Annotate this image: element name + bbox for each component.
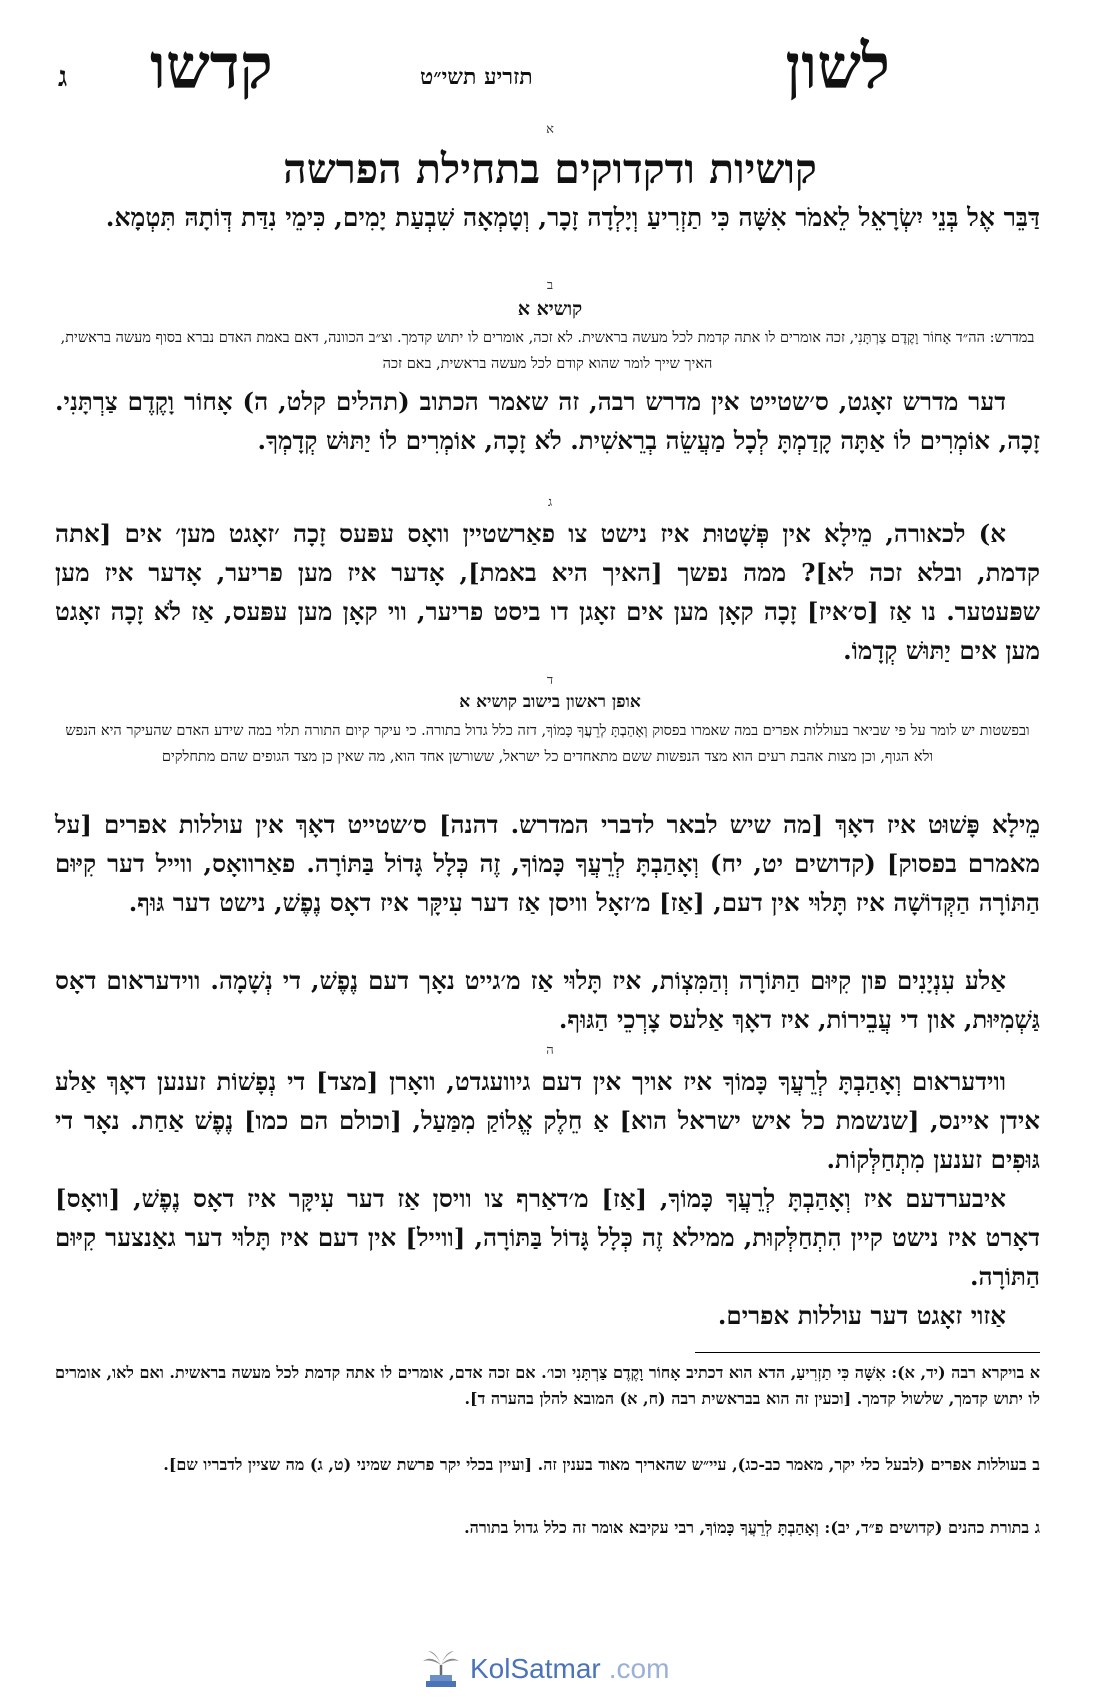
verse-text: דַּבֵּר אֶל בְּנֵי יִשְׂרָאֵל לֵאמֹר אִשָּׁה כִּי תַזְרִיעַ וְיָלְדָה זָכָר, וְטָמְאָה שִׁבְעַת יָמִים, כִּימֵי נִדַּת דְּוֹתָהּ תִּטְמָא. (105, 203, 1040, 232)
palm-tree-logo-icon (420, 1647, 462, 1691)
footnote: ג בתורת כהנים (קדושים פ״ד, יב): וְאָהַבְתָּ לְרֵעֲךָ כָּמוֹךָ, רבי עקיבא אומר זה כלל גדול בתורה. (464, 1518, 1040, 1537)
header-title-right: לשון (785, 30, 890, 103)
page-letter: ג (58, 60, 68, 93)
footnote-divider (695, 1352, 1040, 1353)
question-summary: במדרש: הה״ד אָחוֹר וָקֶדֶם צַרְתָּנִי, זכה אומרים לו אתה קדמת לכל מעשה בראשית. לא זכה, אומרים לו יתוש קדמך. וצ״ב הכוונה, דאם באמת האדם נברא בסוף מעשה בראשית, האיך שייך לומר שהוא קודם לכל מעשה בראשית, באם זכה (60, 330, 1035, 372)
main-heading: קושיות ודקדוקים בתחילת הפרשה (283, 145, 817, 193)
paragraph: אַלע עִנְיָנִים פון קִיּוּם הַתּוֹרָה וְהַמִּצְוֹת, איז תָּלוּי אַז מ׳גייט נאָך דעם נֶפֶשׁ, די נְשָׁמָה. ווידעראום דאָס גַּשְׁמִיּוּת, און די עֲבֵירוֹת, איז דאָךְ אַלעס צָרְכֵי הַגּוּף. (55, 966, 1040, 1034)
answer-summary: ובפשטות יש לומר על פי שביאר בעוללות אפרים במה שאמרו בפסוק וְאָהַבְתָּ לְרֵעֲךָ כָּמוֹךָ, דזה כלל גדול בתורה. כי עיקר קיום התורה תלוי במה שידע האדם שהעיקר היא הנפש ולא הגוף, וכן מצות אהבת רעים הוא מצד הנפשות ששם מתאחדים כל ישראל, ששורשן אחד הוא, מה שאין כן מצד הגופים שהם מתחלקים (65, 723, 1030, 765)
header-title-left: קדשו (150, 30, 273, 103)
paragraph: מֵילָא פָּשׁוּט איז דאָךְ [מה שיש לבאר לדברי המדרש. דהנה] ס׳שטייט דאָךְ אין עוללות אפרים [על מאמרם בפסוק] (קדושים יט, יח) וְאָהַבְתָּ לְרֵעֲךָ כָּמוֹךָ, זֶה כְּלָל גָּדוֹל בַּתּוֹרָה. פאַרוואָס, ווייל דער קִיּוּם הַתּוֹרָה הַקְּדוֹשָׁה איז תָּלוּי אין דעם, [אַז] מ׳זאָל וויסן אַז דער עִיקָּר איז דאָס נֶפֶשׁ, נישט דער גּוּף. (55, 810, 1040, 917)
section-marker: א (546, 122, 554, 137)
paragraph: דער מדרש זאָגט, ס׳שטייט אין מדרש רבה, זה שאמר הכתוב (תהלים קלט, ה) אָחוֹר וָקֶדֶם צַרְתָּנִי. זָכָה, אוֹמְרִים לוֹ אַתָּה קָדַמְתָּ לְכָל מַעֲשֵׂה בְרֵאשִׁית. לֹא זָכָה, אוֹמְרִים לוֹ יַתּוּשׁ קְדָמְךָ. (55, 387, 1040, 455)
paragraph: איבערדעם איז וְאָהַבְתָּ לְרֵעֲךָ כָּמוֹךָ, [אַז] מ׳דאַרף צו וויסן אַז דער עִיקָּר איז דאָס נֶפֶשׁ, [וואָס] דאָרט איז נישט קיין הִתְחַלְּקוּת, ממילא זֶה כְּלָל גָּדוֹל בַּתּוֹרָה, [ווייל] אין דעם איז תָּלוּי דער גאַנצער קִיּוּם הַתּוֹרָה. (55, 1184, 1040, 1291)
watermark (420, 1645, 669, 1693)
watermark-name: KolSatmar (470, 1653, 601, 1684)
answer-heading: אופן ראשון בישוב קושיא א (459, 692, 641, 712)
section-marker: ד (546, 673, 554, 688)
header-parsha: תזריע תשי״ט (420, 64, 533, 90)
paragraph: א) לכאורה, מֵילָא אין פְּשָׁטוּת איז נישט צו פאַרשטיין וואָס עפּעס זָכָה ׳זאָגט מען׳ אים [אתה קדמת, ובלא זכה לא]? ממה נפשך [האיך היא באמת], אָדער איז מען פריער, אָדער איז מען שפּעטער. נו אַז [ס׳איז] זָכָה קאָן מען אים זאָגן דו ביסט פריער, ווי קאָן מען עפּעס, אַז לֹא זָכָה זאָגט מען אים יַתּוּשׁ קְדָמוֹ. (55, 519, 1040, 665)
section-marker: ג (547, 495, 553, 510)
paragraph: ווידעראום וְאָהַבְתָּ לְרֵעֲךָ כָּמוֹךָ איז אויך אין דעם גיוועגדט, וואָרן [מצד] די נְפָשׁוֹת זענען דאָךְ אַלע אידן איינס, [שנשמת כל איש ישראל הוא] אַ חֵלֶק אֱלוֹקַ מִמַּעַל, [וכולם הם כמו] נֶפֶשׁ אַחַת. נאָר די גּוּפִים זענען מִתְחַלְּקוֹת. (55, 1067, 1040, 1174)
watermark-suffix: .com (608, 1653, 670, 1684)
footnote: א בויקרא רבה (יד, א): אִשָּׁה כִּי תַזְרִיעַ, הדא הוא דכתיב אָחוֹר וָקֶדֶם צַרְתָּנִי וכו׳. אם זכה אדם, אומרים לו אתה קדמת לכל מעשה בראשית. ואם לאו, אומרים לו יתוש קדמך, שלשול קדמך. [וכעין זה הוא בבראשית רבה (ח, א) המובא להלן בהערה ד]. (55, 1363, 1040, 1408)
question-heading: קושיא א (517, 298, 583, 320)
footnote: ב בעוללות אפרים (לבעל כלי יקר, מאמר כב-כג), עיי״ש שהאריך מאוד בענין זה. [ועיין בכלי יקר פרשת שמיני (ט, ג) מה שציין לדבריו שם]. (163, 1455, 1040, 1474)
paragraph-closing: אַזוי זאָגט דער עוללות אפרים. (717, 1301, 1006, 1330)
section-marker: ה (546, 1043, 554, 1058)
section-marker: ב (546, 278, 554, 293)
